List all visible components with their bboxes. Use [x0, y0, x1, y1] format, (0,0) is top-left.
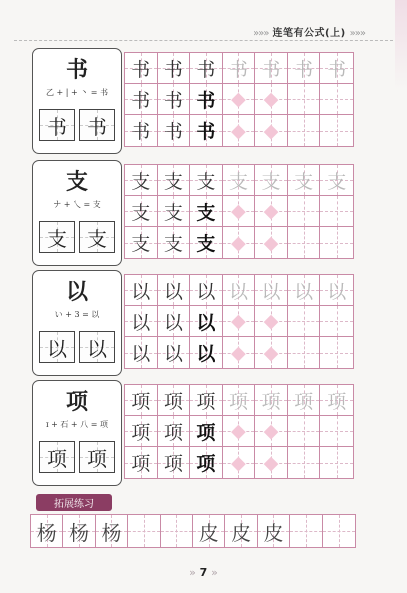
sample-box [39, 109, 75, 141]
practice-cell[interactable] [158, 227, 191, 258]
practice-character: 以 [163, 343, 183, 365]
practice-cell[interactable] [288, 416, 321, 447]
practice-cell[interactable] [288, 165, 321, 196]
page-header [253, 24, 365, 39]
practice-character: 支 [228, 170, 248, 193]
practice-cell[interactable] [320, 165, 353, 196]
practice-cell[interactable] [320, 275, 353, 306]
practice-character: ◆ [263, 310, 279, 332]
practice-cell[interactable] [223, 53, 256, 84]
lesson-panel-4 [32, 380, 122, 486]
practice-character: 以 [163, 280, 183, 303]
extension-character: 杨 [69, 520, 90, 545]
extension-cell[interactable] [96, 515, 128, 547]
practice-cell[interactable] [223, 275, 256, 306]
practice-character: 项 [294, 390, 314, 413]
practice-cell[interactable] [190, 306, 223, 337]
extension-character: 杨 [36, 520, 57, 545]
practice-cell[interactable] [223, 115, 256, 146]
practice-cell[interactable] [320, 306, 353, 337]
lesson-character: 以 [65, 279, 88, 305]
header-arrows-right: »»» [349, 28, 365, 39]
practice-cell[interactable] [190, 275, 223, 306]
practice-character: 以 [196, 280, 216, 303]
practice-character: ◆ [263, 119, 279, 142]
practice-cell[interactable] [320, 115, 353, 146]
practice-character: 以 [131, 343, 151, 365]
lesson-panel-3 [32, 270, 122, 376]
extension-cell[interactable] [193, 515, 225, 547]
sample-character: 以 [47, 336, 67, 361]
practice-cell[interactable] [320, 385, 353, 416]
page-arrow-right: » [211, 566, 218, 579]
extension-cell[interactable] [31, 515, 63, 547]
extension-cell[interactable] [161, 515, 193, 547]
practice-character: 书 [196, 58, 216, 81]
practice-character: 支 [163, 233, 183, 255]
practice-character: 支 [196, 233, 216, 255]
practice-cell[interactable] [255, 84, 288, 115]
practice-cell[interactable] [255, 385, 288, 416]
practice-cell[interactable] [223, 84, 256, 115]
practice-character: 项 [131, 390, 151, 413]
practice-character: 项 [163, 390, 183, 413]
practice-character: 项 [131, 453, 151, 475]
practice-cell[interactable] [223, 196, 256, 227]
practice-cell[interactable] [288, 337, 321, 368]
practice-character: 以 [131, 311, 151, 334]
practice-grid-3 [124, 274, 354, 369]
practice-grid-2 [124, 164, 354, 259]
practice-cell[interactable] [125, 385, 158, 416]
practice-cell[interactable] [125, 165, 158, 196]
practice-cell[interactable] [190, 447, 223, 478]
lesson-character: 项 [65, 389, 88, 415]
practice-character: 以 [131, 280, 151, 303]
practice-character: 以 [327, 280, 347, 303]
practice-character: ◆ [231, 88, 246, 110]
sample-box [39, 441, 75, 473]
practice-cell[interactable] [288, 196, 321, 227]
practice-cell[interactable] [255, 275, 288, 306]
sample-boxes [39, 331, 115, 363]
practice-cell[interactable] [288, 447, 321, 478]
practice-character: 书 [131, 89, 151, 112]
practice-cell[interactable] [158, 275, 191, 306]
practice-cell[interactable] [190, 84, 223, 115]
practice-cell[interactable] [125, 196, 158, 227]
practice-cell[interactable] [288, 115, 321, 146]
practice-cell[interactable] [223, 306, 256, 337]
practice-cell[interactable] [158, 53, 191, 84]
practice-cell[interactable] [190, 227, 223, 258]
practice-cell[interactable] [320, 84, 353, 115]
sample-box [79, 441, 115, 473]
practice-cell[interactable] [158, 416, 191, 447]
practice-cell[interactable] [288, 385, 321, 416]
sample-character: 支 [47, 226, 67, 251]
practice-character: ◆ [231, 310, 246, 332]
practice-character: 以 [163, 311, 183, 334]
practice-character: 项 [196, 421, 216, 444]
stroke-formula: ɪ + 石 + 八 = 项 [46, 420, 108, 429]
practice-grid-4 [124, 384, 354, 479]
page-corner-decoration [395, 0, 407, 90]
practice-character: 书 [196, 89, 216, 112]
practice-cell[interactable] [125, 306, 158, 337]
practice-grid-1 [124, 52, 354, 147]
extension-cell[interactable] [128, 515, 160, 547]
practice-character: ◆ [263, 231, 279, 254]
practice-cell[interactable] [158, 337, 191, 368]
sample-box [79, 331, 115, 363]
practice-cell[interactable] [125, 447, 158, 478]
practice-cell[interactable] [255, 115, 288, 146]
stroke-formula: 乙 + | + 丶 = 书 [45, 88, 109, 97]
practice-character: 书 [261, 58, 281, 81]
practice-cell[interactable] [288, 84, 321, 115]
practice-cell[interactable] [255, 165, 288, 196]
practice-character: 项 [163, 453, 183, 475]
stroke-formula: ナ + 乀 = 支 [53, 200, 101, 209]
practice-character: 项 [228, 390, 248, 413]
sample-box [39, 331, 75, 363]
sample-character: 项 [47, 446, 67, 471]
header-arrows-left: »»» [253, 28, 269, 39]
practice-cell[interactable] [190, 337, 223, 368]
practice-character: 项 [196, 390, 216, 413]
practice-character: 项 [261, 390, 281, 413]
practice-cell[interactable] [158, 196, 191, 227]
practice-character: ◆ [231, 341, 246, 364]
lesson-panel-1 [32, 48, 122, 154]
practice-character: ◆ [231, 451, 246, 474]
practice-cell[interactable] [320, 53, 353, 84]
stroke-formula: い + 3 = 以 [54, 310, 100, 319]
sample-box [79, 221, 115, 253]
practice-cell[interactable] [158, 165, 191, 196]
practice-character: 书 [163, 89, 183, 112]
practice-character: ◆ [263, 200, 279, 222]
practice-character: ◆ [263, 451, 279, 474]
practice-character: 以 [294, 280, 314, 303]
practice-character: 书 [163, 121, 183, 143]
practice-character: 书 [131, 121, 151, 143]
practice-cell[interactable] [320, 196, 353, 227]
sample-box [79, 109, 115, 141]
practice-cell[interactable] [158, 115, 191, 146]
practice-cell[interactable] [125, 416, 158, 447]
extension-cell[interactable] [63, 515, 95, 547]
practice-cell[interactable] [190, 115, 223, 146]
practice-character: 支 [261, 170, 281, 193]
practice-cell[interactable] [125, 115, 158, 146]
sample-character: 书 [87, 114, 107, 139]
practice-cell[interactable] [190, 416, 223, 447]
practice-character: 以 [261, 280, 281, 303]
practice-cell[interactable] [320, 337, 353, 368]
practice-cell[interactable] [125, 84, 158, 115]
practice-cell[interactable] [223, 447, 256, 478]
practice-cell[interactable] [288, 306, 321, 337]
practice-character: 支 [131, 170, 151, 193]
practice-character: 支 [163, 170, 183, 193]
practice-character: 书 [131, 58, 151, 81]
extension-character: 皮 [263, 520, 284, 545]
practice-character: 项 [327, 390, 347, 413]
practice-cell[interactable] [125, 337, 158, 368]
header-divider [14, 40, 393, 41]
practice-cell[interactable] [125, 275, 158, 306]
extension-cell[interactable] [225, 515, 257, 547]
sample-boxes [39, 441, 115, 473]
sample-character: 书 [47, 114, 67, 139]
practice-cell[interactable] [190, 53, 223, 84]
extension-cell[interactable] [258, 515, 290, 547]
practice-cell[interactable] [320, 416, 353, 447]
page-title: 连笔有公式(上) [272, 28, 346, 39]
practice-character: ◆ [263, 341, 279, 364]
practice-cell[interactable] [223, 416, 256, 447]
practice-cell[interactable] [320, 227, 353, 258]
practice-character: ◆ [231, 200, 246, 222]
extension-cell[interactable] [323, 515, 355, 547]
page-number [0, 566, 407, 579]
practice-cell[interactable] [190, 385, 223, 416]
practice-character: ◆ [231, 119, 246, 142]
practice-character: 书 [228, 58, 248, 81]
practice-cell[interactable] [158, 385, 191, 416]
sample-box [39, 221, 75, 253]
extension-character: 杨 [101, 520, 122, 545]
sample-character: 支 [87, 226, 107, 251]
extension-label: 拓展练习 [36, 494, 112, 511]
practice-character: 支 [163, 201, 183, 224]
practice-character: 书 [327, 58, 347, 81]
practice-cell[interactable] [223, 227, 256, 258]
practice-cell[interactable] [255, 447, 288, 478]
practice-cell[interactable] [125, 53, 158, 84]
practice-character: 支 [131, 201, 151, 224]
practice-character: 项 [131, 421, 151, 444]
practice-cell[interactable] [190, 196, 223, 227]
practice-cell[interactable] [223, 165, 256, 196]
practice-cell[interactable] [288, 227, 321, 258]
practice-character: 以 [196, 311, 216, 334]
practice-character: 支 [294, 170, 314, 193]
extension-cell[interactable] [290, 515, 322, 547]
practice-character: 以 [196, 343, 216, 365]
practice-cell[interactable] [255, 306, 288, 337]
practice-character: ◆ [263, 88, 279, 110]
practice-character: 支 [196, 170, 216, 193]
sample-character: 项 [87, 446, 107, 471]
sample-character: 以 [87, 336, 107, 361]
practice-cell[interactable] [125, 227, 158, 258]
practice-cell[interactable] [255, 196, 288, 227]
practice-cell[interactable] [190, 165, 223, 196]
practice-character: 项 [196, 453, 216, 475]
practice-cell[interactable] [223, 337, 256, 368]
practice-cell[interactable] [255, 337, 288, 368]
practice-character: 支 [196, 201, 216, 224]
practice-cell[interactable] [255, 53, 288, 84]
practice-character: 支 [327, 170, 347, 193]
lesson-character: 书 [65, 57, 88, 83]
page-number-value: 7 [199, 566, 208, 579]
practice-cell[interactable] [255, 416, 288, 447]
practice-character: 支 [131, 233, 151, 255]
practice-cell[interactable] [158, 84, 191, 115]
practice-cell[interactable] [158, 306, 191, 337]
extension-grid [30, 514, 356, 548]
page-arrow-left: » [189, 566, 196, 579]
practice-character: ◆ [263, 420, 279, 442]
practice-cell[interactable] [158, 447, 191, 478]
practice-character: 书 [163, 58, 183, 81]
practice-cell[interactable] [288, 275, 321, 306]
practice-character: 以 [228, 280, 248, 303]
practice-character: 书 [294, 58, 314, 81]
lesson-character: 支 [65, 169, 88, 195]
sample-boxes [39, 109, 115, 141]
practice-cell[interactable] [223, 385, 256, 416]
practice-character: 项 [163, 421, 183, 444]
practice-cell[interactable] [288, 53, 321, 84]
practice-character: ◆ [231, 420, 246, 442]
practice-cell[interactable] [320, 447, 353, 478]
extension-character: 皮 [231, 520, 252, 545]
extension-character: 皮 [198, 520, 219, 545]
practice-cell[interactable] [255, 227, 288, 258]
sample-boxes [39, 221, 115, 253]
practice-character: 书 [196, 121, 216, 143]
lesson-panel-2 [32, 160, 122, 266]
practice-character: ◆ [231, 231, 246, 254]
